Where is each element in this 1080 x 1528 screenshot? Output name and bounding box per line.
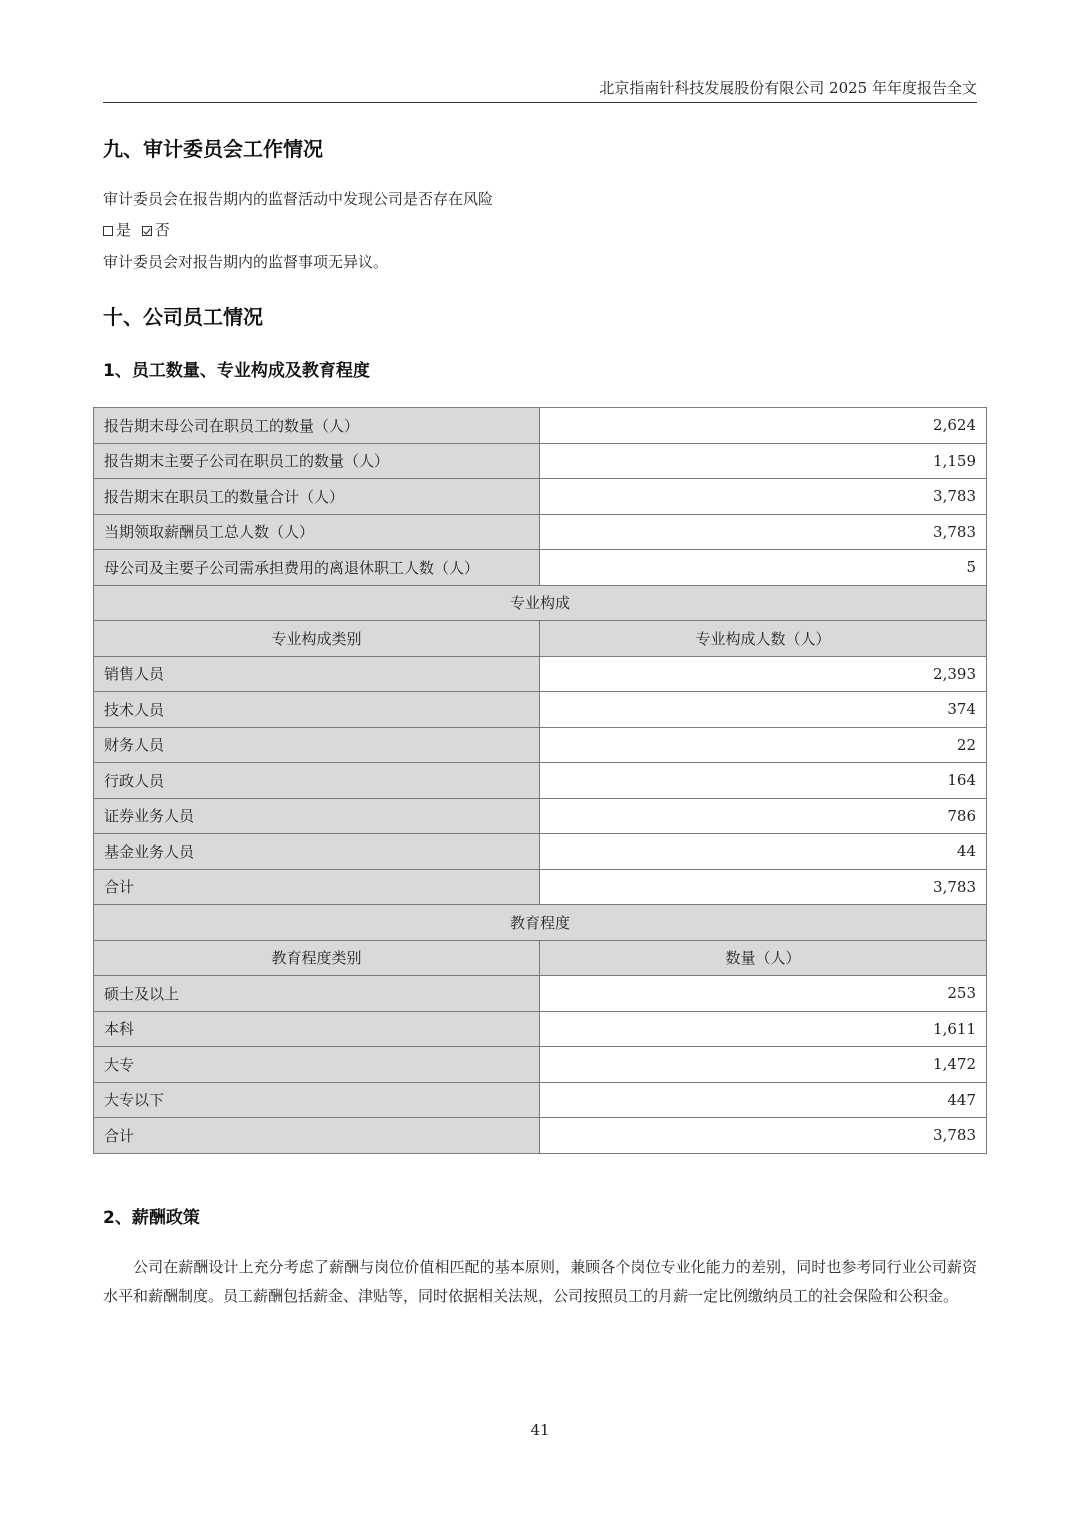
profession-col-count: 专业构成人数（人）	[540, 621, 987, 657]
row-label: 大专以下	[94, 1082, 540, 1118]
table-row	[94, 976, 987, 1012]
row-value: 164	[540, 763, 987, 799]
risk-question: 审计委员会在报告期内的监督活动中发现公司是否存在风险	[103, 190, 494, 208]
checkbox-checked-icon	[142, 226, 152, 236]
table-row	[94, 763, 987, 799]
table-row	[94, 727, 987, 763]
row-value: 44	[540, 834, 987, 870]
option-yes-label: 是	[116, 221, 132, 239]
row-value: 2,393	[540, 656, 987, 692]
salary-policy-paragraph: 公司在薪酬设计上充分考虑了薪酬与岗位价值相匹配的基本原则，兼顾各个岗位专业化能力的差别，同时也参考同行业公司薪资水平和薪酬制度。员工薪酬包括薪金、津贴等，同时依据相关法规，公司按照员工的月薪一定比例缴纳员工的社会保险和公积金。	[103, 1258, 977, 1305]
row-label: 本科	[94, 1011, 540, 1047]
table-row	[94, 443, 987, 479]
education-col-count: 数量（人）	[540, 940, 987, 976]
risk-options	[103, 219, 170, 240]
table-row	[94, 834, 987, 870]
row-label: 合计	[94, 869, 540, 905]
table-section-header	[94, 905, 987, 941]
row-label: 硕士及以上	[94, 976, 540, 1012]
row-value: 5	[540, 550, 987, 586]
table-row	[94, 550, 987, 586]
education-col-category: 教育程度类别	[94, 940, 540, 976]
page-number: 41	[530, 1421, 550, 1439]
table-column-header	[94, 940, 987, 976]
checkbox-unchecked-icon	[103, 226, 113, 236]
row-label: 销售人员	[94, 656, 540, 692]
audit-statement: 审计委员会对报告期内的监督事项无异议。	[103, 253, 389, 271]
row-label: 当期领取薪酬员工总人数（人）	[94, 514, 540, 550]
row-value: 2,624	[540, 408, 987, 444]
row-value: 253	[540, 976, 987, 1012]
table-row	[94, 514, 987, 550]
table-row	[94, 1047, 987, 1083]
table-row	[94, 1082, 987, 1118]
education-section-title: 教育程度	[94, 905, 987, 941]
table-row	[94, 869, 987, 905]
row-value: 3,783	[540, 1118, 987, 1154]
row-value: 3,783	[540, 514, 987, 550]
profession-section-title: 专业构成	[94, 585, 987, 621]
section-9-title: 九、审计委员会工作情况	[103, 137, 323, 161]
table-row	[94, 656, 987, 692]
row-value: 3,783	[540, 479, 987, 515]
header-divider	[103, 102, 977, 103]
report-header-title: 北京指南针科技发展股份有限公司 2025 年年度报告全文	[599, 79, 977, 97]
row-value: 22	[540, 727, 987, 763]
subsection-2-title: 2、薪酬政策	[103, 1208, 200, 1228]
table-row	[94, 692, 987, 728]
subsection-1-title: 1、员工数量、专业构成及教育程度	[103, 361, 370, 381]
section-10-title: 十、公司员工情况	[103, 305, 263, 329]
row-label: 大专	[94, 1047, 540, 1083]
table-row	[94, 1118, 987, 1154]
row-label: 报告期末在职员工的数量合计（人）	[94, 479, 540, 515]
row-value: 3,783	[540, 869, 987, 905]
profession-col-category: 专业构成类别	[94, 621, 540, 657]
row-value: 1,472	[540, 1047, 987, 1083]
table-row	[94, 1011, 987, 1047]
row-value: 374	[540, 692, 987, 728]
employee-table	[93, 407, 987, 1154]
row-value: 1,611	[540, 1011, 987, 1047]
row-label: 行政人员	[94, 763, 540, 799]
row-value: 447	[540, 1082, 987, 1118]
row-value: 786	[540, 798, 987, 834]
option-no-label: 否	[154, 221, 170, 239]
row-label: 报告期末母公司在职员工的数量（人）	[94, 408, 540, 444]
row-label: 基金业务人员	[94, 834, 540, 870]
row-label: 母公司及主要子公司需承担费用的离退休职工人数（人）	[94, 550, 540, 586]
row-label: 技术人员	[94, 692, 540, 728]
table-row	[94, 479, 987, 515]
row-label: 财务人员	[94, 727, 540, 763]
table-row	[94, 408, 987, 444]
table-row	[94, 798, 987, 834]
table-column-header	[94, 621, 987, 657]
row-value: 1,159	[540, 443, 987, 479]
table-section-header	[94, 585, 987, 621]
row-label: 合计	[94, 1118, 540, 1154]
row-label: 报告期末主要子公司在职员工的数量（人）	[94, 443, 540, 479]
row-label: 证券业务人员	[94, 798, 540, 834]
